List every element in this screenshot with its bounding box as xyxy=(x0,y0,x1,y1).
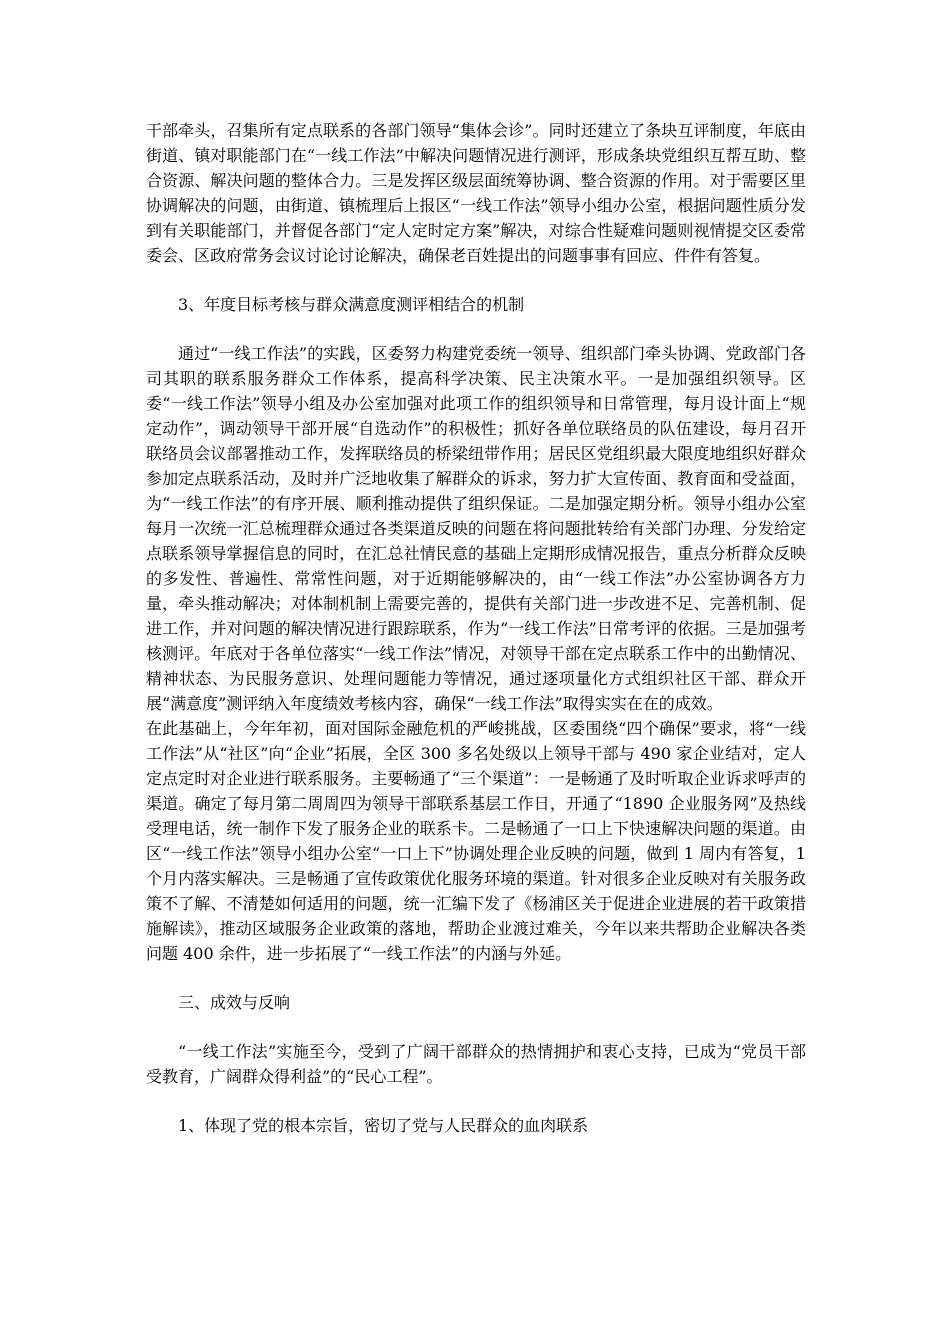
heading-annual-assessment: 3、年度目标考核与群众满意度测评相结合的机制 xyxy=(178,295,525,314)
heading-results: 三、成效与反响 xyxy=(178,993,291,1012)
paragraph-gap xyxy=(146,966,806,990)
paragraph-gap xyxy=(146,1089,806,1113)
document-page xyxy=(146,118,806,1138)
heading-party-purpose: 1、体现了党的根本宗旨，密切了党与人民群众的血肉联系 xyxy=(178,1116,589,1135)
paragraph-gap xyxy=(146,1015,806,1039)
paragraph-work-system: 通过“一线工作法”的实践，区委努力构建党委统一领导、组织部门牵头协调、党政部门各司其职的联系服务群众工作体系，提高科学决策、民主决策水平。一是加强组织领导。区委“一线工作法”领导小组及办公室加强对此项工作的组织领导和日常管理，每月设计面上“规定动作”，调动领导干部开展“自选动作”的积极性；抓好各单位联络员的队伍建设，每月召开联络员会议部署推动工作，发挥联络员的桥梁纽带作用；居民区党组织最大限度地组织好群众参加定点联系活动，及时并广泛地收集了解群众的诉求，努力扩大宣传面、教育面和受益面，为“一线工作法”的有序开展、顺利推动提供了组织保证。二是加强定期分析。领导小组办公室每月一次统一汇总梳理群众通过各类渠道反映的问题在将问题批转给有关部门办理、分发给定点联系领导掌握信息的同时，在汇总社情民意的基础上定期形成情况报告，重点分析群众反映的多发性、普遍性、常常性问题，对于近期能够解决的，由“一线工作法”办公室协调各方力量，牵头推动解决；对体制机制上需要完善的，提供有关部门进一步改进不足、完善机制、促进工作，并对问题的解决情况进行跟踪联系，作为“一线工作法”日常考评的依据。三是加强考核测评。年底对于各单位落实“一线工作法”情况，对领导干部在定点联系工作中的出勤情况、精神状态、为民服务意识、处理问题能力等情况，通过逐项量化方式组织社区干部、群众开展“满意度”测评纳入年度绩效考核内容，确保“一线工作法”取得实实在在的成效。 xyxy=(146,344,806,713)
paragraph-gap xyxy=(146,317,806,341)
paragraph-gap xyxy=(146,268,806,292)
paragraph-public-support: “一线工作法”实施至今，受到了广阔干部群众的热情拥护和衷心支持，已成为“党员干部受教育，广阔群众得利益”的“民心工程”。 xyxy=(146,1042,806,1086)
paragraph-enterprise-service: 在此基础上，今年年初，面对国际金融危机的严峻挑战，区委围绕“四个确保”要求，将“一线工作法”从“社区”向“企业”拓展，全区 300 多名处级以上领导干部与 490 家企业结对，定人定点定时对企业进行联系服务。主要畅通了“三个渠道”：一是畅通了及时听取企业诉求呼声的渠道。确定了每月第二周周四为领导干部联系基层工作日，开通了“1890 企业服务网”及热线受理电话，统一制作下发了服务企业的联系卡。二是畅通了一口上下快速解决问题的渠道。由区“一线工作法”领导小组办公室“一口上下”协调处理企业反映的问题，做到 1 周内有答复，1 个月内落实解决。三是畅通了宣传政策优化服务环境的渠道。针对很多企业反映对有关服务政策不了解、不清楚如何适用的问题，统一汇编下发了《杨浦区关于促进企业进展的若干政策措施解读》，推动区域服务企业政策的落地，帮助企业渡过难关，今年以来共帮助企业解决各类问题 400 余件，进一步拓展了“一线工作法”的内涵与外延。 xyxy=(146,719,806,963)
paragraph-coordination: 干部牵头，召集所有定点联系的各部门领导“集体会诊”。同时还建立了条块互评制度，年底由街道、镇对职能部门在“一线工作法”中解决问题情况进行测评，形成条块党组织互帮互助、整合资源、解决问题的整体合力。三是发挥区级层面统筹协调、整合资源的作用。对于需要区里协调解决的问题，由街道、镇梳理后上报区“一线工作法”领导小组办公室，根据问题性质分发到有关职能部门，并督促各部门“定人定时定方案”解决，对综合性疑难问题则视情提交区委常委会、区政府常务会议讨论讨论解决，确保老百姓提出的问题事事有回应、件件有答复。 xyxy=(146,121,806,265)
